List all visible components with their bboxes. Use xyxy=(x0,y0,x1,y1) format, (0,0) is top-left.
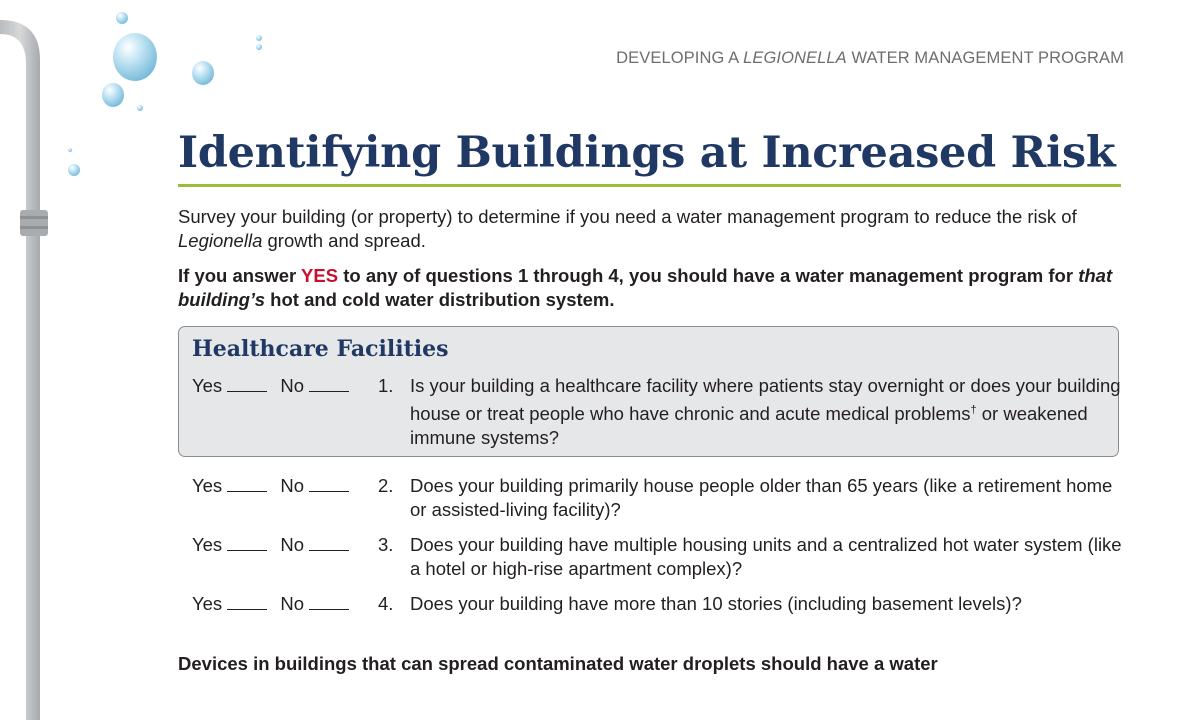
question-text: Does your building have multiple housing units and a centralized hot water system (like a hotel or high-rise apartment complex)? xyxy=(410,534,1122,579)
question-number: 1. xyxy=(378,375,394,396)
yes-blank[interactable] xyxy=(227,534,267,551)
no-blank[interactable] xyxy=(309,534,349,551)
question-text: Does your building primarily house people older than 65 years (like a retirement home or assisted-living facility)? xyxy=(410,475,1113,520)
running-header: DEVELOPING A LEGIONELLA WATER MANAGEMENT PROGRAM xyxy=(616,49,1124,67)
pipe-decoration xyxy=(0,20,48,720)
yes-no-blanks[interactable]: Yes No xyxy=(192,374,349,398)
yes-no-blanks[interactable]: Yes No xyxy=(192,592,349,616)
no-blank[interactable] xyxy=(309,475,349,492)
title-underline xyxy=(178,184,1121,187)
yes-no-blanks[interactable]: Yes No xyxy=(192,533,349,557)
question-text: Does your building have more than 10 stories (including basement levels)? xyxy=(410,593,1022,614)
devices-paragraph: Devices in buildings that can spread contaminated water droplets should have a water xyxy=(178,653,938,674)
no-blank[interactable] xyxy=(309,593,349,610)
healthcare-section-title: Healthcare Facilities xyxy=(192,336,449,362)
question-number: 4. xyxy=(378,593,394,614)
intro-paragraph: Survey your building (or property) to determine if you need a water management program to reduce the risk of Legionella growth and spread. xyxy=(178,206,1077,251)
page-title: Identifying Buildings at Increased Risk xyxy=(178,128,1116,178)
question-number: 2. xyxy=(378,475,394,496)
yes-no-blanks[interactable]: Yes No xyxy=(192,474,349,498)
instruction-paragraph: If you answer YES to any of questions 1 through 4, you should have a water management program for that building’s hot and cold water distribution system. xyxy=(178,265,1113,310)
yes-blank[interactable] xyxy=(227,593,267,610)
no-blank[interactable] xyxy=(309,375,349,392)
question-number: 3. xyxy=(378,534,394,555)
question-text: Is your building a healthcare facility where patients stay overnight or does your building house or treat people who have chronic and acute medical problems† or weakened immune systems? xyxy=(410,375,1121,449)
yes-blank[interactable] xyxy=(227,475,267,492)
yes-blank[interactable] xyxy=(227,375,267,392)
